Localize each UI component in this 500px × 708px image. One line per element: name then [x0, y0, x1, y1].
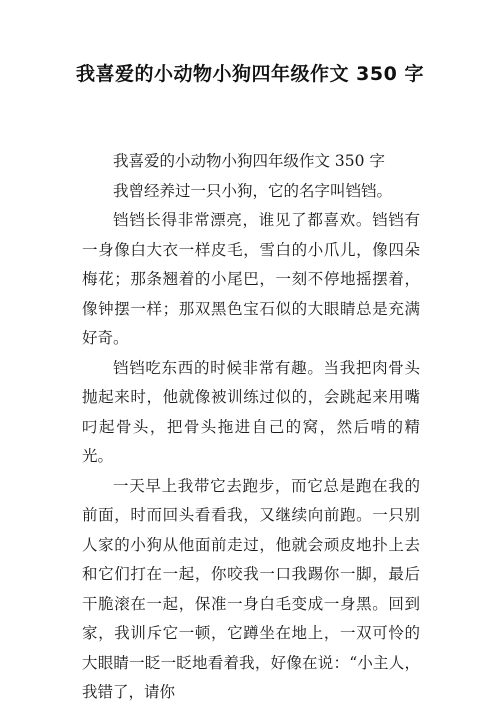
paragraph: 铛铛长得非常漂亮，谁见了都喜欢。铛铛有一身像白大衣一样皮毛，雪白的小爪儿，像四朵梅花；那条翘着的小尾巴，一刻不停地摇摆着，像钟摆一样；那双黑色宝石似的大眼睛总是充满好奇。 [82, 211, 420, 347]
paragraph: 铛铛吃东西的时候非常有趣。当我把肉骨头抛起来时，他就像被训练过似的，会跳起来用嘴叼起骨头，把骨头拖进自己的窝，然后啃的精光。 [82, 358, 420, 465]
document-title: 我喜爱的小动物小狗四年级作文 350 字 [76, 63, 424, 85]
paragraph: 我曾经养过一只小狗，它的名字叫铛铛。 [113, 181, 393, 200]
paragraph: 我喜爱的小动物小狗四年级作文 350 字 [113, 152, 385, 170]
document-body [82, 147, 420, 708]
paragraph: 一天早上我带它去跑步，而它总是跑在我的前面，时而回头看看我，又继续向前跑。一只别人家的小狗从他面前走过，他就会顽皮地扑上去和它们打在一起，你咬我一口我踢你一脚，最后干脆滚在一起，保准一身白毛变成一身黑。回到家，我训斥它一顿，它蹲坐在地上，一双可怜的大眼睛一眨一眨地看着我，好像在说：“小主人，我错了，请你 [82, 476, 420, 701]
